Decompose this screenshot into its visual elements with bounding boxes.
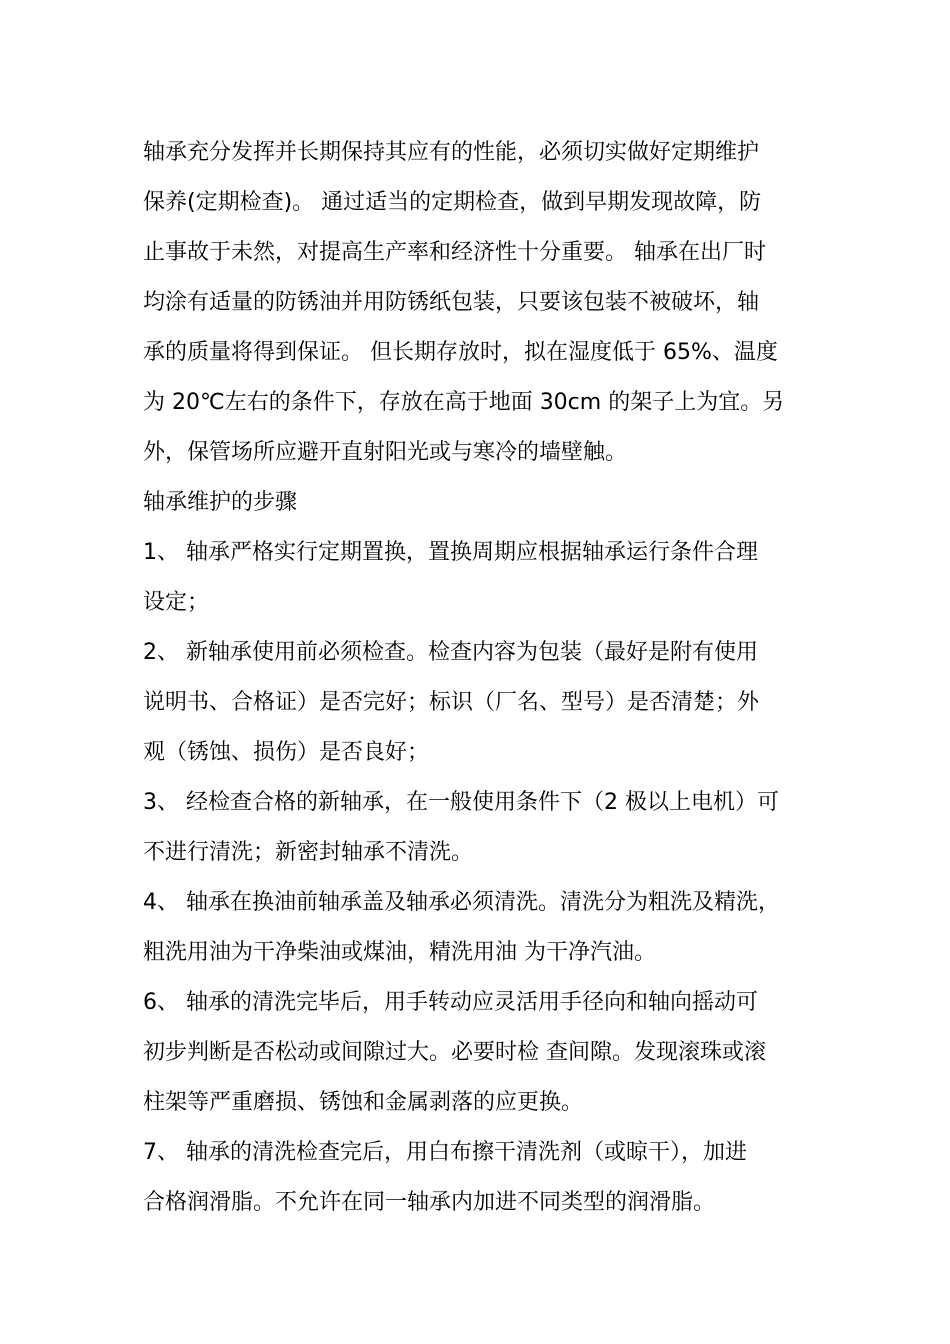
text-line: 观（锈蚀、损伤）是否良好； xyxy=(143,740,430,765)
text-line: 为 20℃左右的条件下，存放在高于地面 30cm 的架子上为宜。另 xyxy=(143,390,785,415)
text-line: 合格润滑脂。不允许在同一轴承内加进不同类型的润滑脂。 xyxy=(143,1190,716,1215)
text-line: 轴承充分发挥并长期保持其应有的性能，必须切实做好定期维护 xyxy=(143,140,760,165)
document-body xyxy=(143,128,823,1228)
step-item-3: 3、 经检查合格的新轴承，在一般使用条件下（2 极以上电机）可 xyxy=(143,790,779,815)
text-line: 外，保管场所应避开直射阳光或与寒冷的墙壁触。 xyxy=(143,440,628,465)
text-line: 不进行清洗；新密封轴承不清洗。 xyxy=(143,840,474,865)
text-line: 均涂有适量的防锈油并用防锈纸包装，只要该包装不被破坏，轴 xyxy=(143,290,760,315)
text-line: 承的质量将得到保证。 但长期存放时，拟在湿度低于 65%、温度 xyxy=(143,340,778,365)
step-item-6: 6、 轴承的清洗完毕后，用手转动应灵活用手径向和轴向摇动可 xyxy=(143,990,758,1015)
step-item-4: 4、 轴承在换油前轴承盖及轴承必须清洗。清洗分为粗洗及精洗， xyxy=(143,890,780,915)
step-item-1: 1、 轴承严格实行定期置换，置换周期应根据轴承运行条件合理 xyxy=(143,540,758,565)
section-heading: 轴承维护的步骤 xyxy=(143,490,298,515)
step-item-7: 7、 轴承的清洗检查完后，用白布擦干清洗剂（或晾干），加进 xyxy=(143,1140,747,1165)
text-line: 设定； xyxy=(143,590,210,615)
text-line: 保养(定期检查)。 通过适当的定期检查，做到早期发现故障，防 xyxy=(143,190,762,215)
text-line: 柱架等严重磨损、锈蚀和金属剥落的应更换。 xyxy=(143,1090,584,1115)
step-item-2: 2、 新轴承使用前必须检查。检查内容为包装（最好是附有使用 xyxy=(143,640,758,665)
text-line: 止事故于未然，对提高生产率和经济性十分重要。 轴承在出厂时 xyxy=(143,240,766,265)
text-line: 初步判断是否松动或间隙过大。必要时检 查间隙。发现滚珠或滚 xyxy=(143,1040,766,1065)
text-line: 说明书、合格证）是否完好；标识（厂名、型号）是否清楚；外 xyxy=(143,690,760,715)
text-line: 粗洗用油为干净柴油或煤油，精洗用油 为干净汽油。 xyxy=(143,940,656,965)
